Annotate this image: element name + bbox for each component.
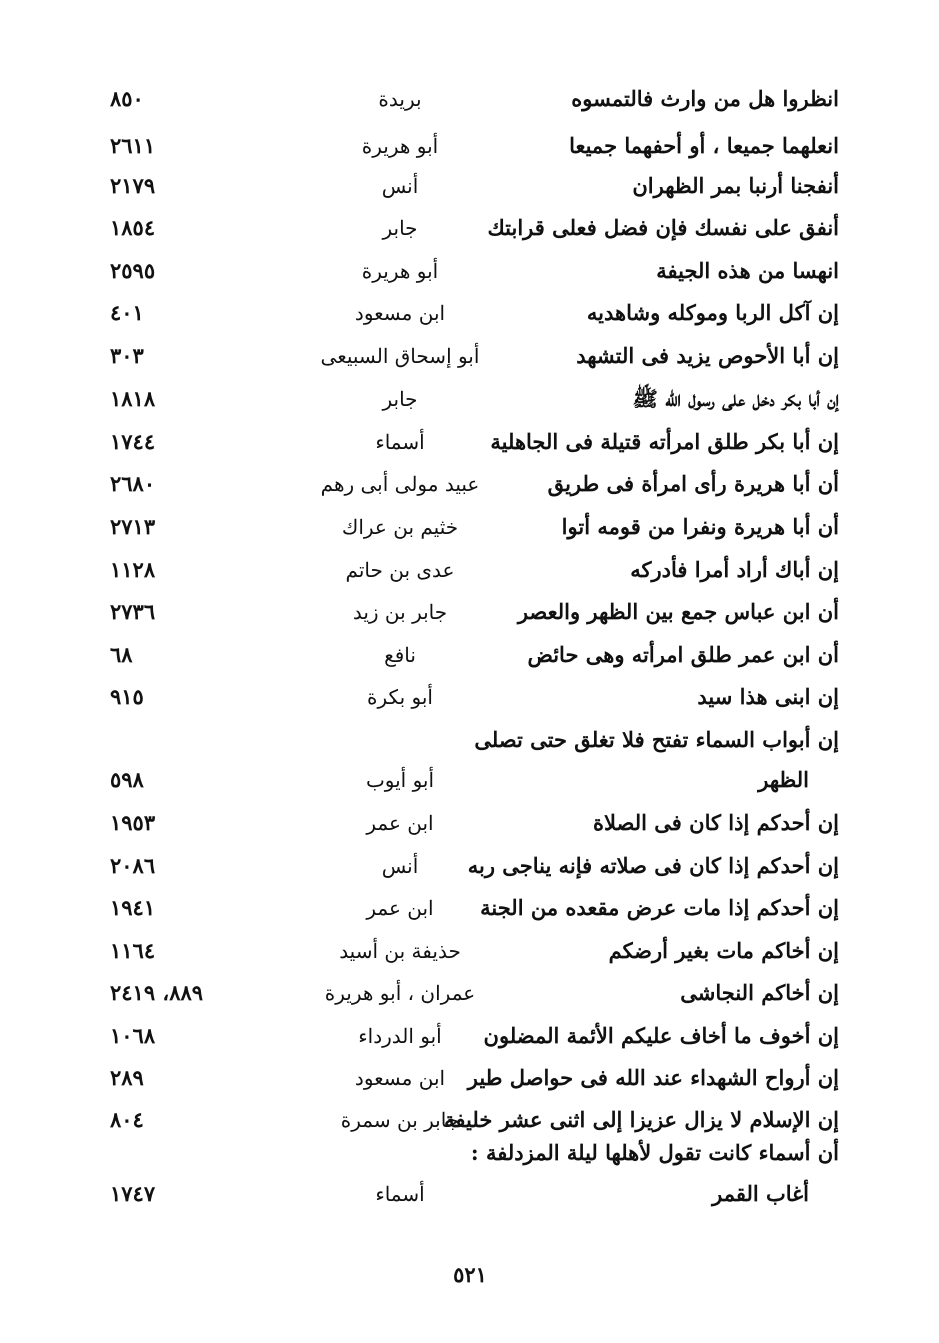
index-entry-row [0,506,939,548]
hadith-text: إن أباك أراد أمرا فأدركه [630,557,839,582]
narrator-name: أبو بكرة [367,685,433,709]
narrator-name: عبيد مولى أبى رهم [320,472,480,496]
index-entry-row [0,887,939,929]
narrator-name: ابن مسعود [354,301,446,325]
index-entry-row [0,1132,939,1174]
index-entry-row [0,421,939,463]
index-entry-row [0,250,939,292]
hadith-number: ١٩٤١ [110,895,156,920]
narrator-name: أنس [381,174,419,198]
index-entry-row [0,1057,939,1099]
hadith-number: ٢٧٣٦ [110,599,156,624]
narrator-name: جابر [382,387,418,411]
hadith-text: إن أحدكم إذا كان فى صلاته فإنه يناجى ربه [467,853,839,878]
hadith-text: إن أبا الأحوص يزيد فى التشهد [576,343,839,368]
narrator-name: أسماء [375,430,425,454]
index-entry-row [0,378,939,420]
hadith-number: ٢٦١١ [110,133,156,158]
hadith-text: إن الإسلام لا يزال عزيزا إلى اثنى عشر خليفة [444,1107,839,1132]
hadith-number: ٢٨٩ [110,1065,144,1090]
hadith-text: إن أبا بكر دخل على رسول الله ﷺ [632,386,839,411]
hadith-number: ٢١٧٩ [110,173,156,198]
index-entry-row [0,335,939,377]
narrator-name: جابر [382,216,418,240]
hadith-number: ٥٩٨ [110,767,144,792]
hadith-number: ٦٨ [110,642,133,667]
hadith-text: أن أسماء كانت تقول لأهلها ليلة المزدلفة : [470,1140,839,1165]
index-entry-row [0,463,939,505]
hadith-number: ١٨١٨ [110,386,156,411]
hadith-number: ٢٦٨٠ [110,471,156,496]
narrator-name: أسماء [375,1182,425,1206]
index-entry-row [0,802,939,844]
index-entry-row [0,676,939,718]
hadith-number: ١٨٥٤ [110,215,156,240]
index-entry-row [0,207,939,249]
narrator-name: ابن عمر [366,896,434,920]
hadith-text: أن أبا هريرة ونفرا من قومه أتوا [561,514,839,539]
hadith-text: إن أبا بكر طلق امرأته قتيلة فى الجاهلية [490,429,839,454]
hadith-text: أن ابن عمر طلق امرأته وهى حائض [527,642,839,667]
hadith-text: إن أرواح الشهداء عند الله فى حواصل طير [467,1065,839,1090]
narrator-name: عدى بن حاتم [345,558,455,582]
index-entry-row [0,634,939,676]
index-entry-row [0,845,939,887]
hadith-text: الظهر [758,767,809,792]
hadith-number: ٩١٥ [110,684,144,709]
hadith-text: أغاب القمر [712,1181,809,1206]
narrator-name: أبو إسحاق السبيعى [320,344,480,368]
index-entry-row [0,125,939,167]
index-entry-row [0,719,939,761]
narrator-name: أنس [381,854,419,878]
narrator-name: خثيم بن عراك [341,515,459,539]
narrator-name: بريدة [378,87,422,111]
hadith-number: ٤٠١ [110,300,144,325]
narrator-name: ابن عمر [366,811,434,835]
hadith-number: ٢٥٩٥ [110,258,156,283]
hadith-text: أن ابن عباس جمع بين الظهر والعصر [517,599,839,624]
hadith-text: إن أخاكم النجاشى [680,980,839,1005]
hadith-number: ١٠٦٨ [110,1023,156,1048]
index-entry-row [0,1015,939,1057]
hadith-text: إن أحدكم إذا مات عرض مقعده من الجنة [480,895,839,920]
hadith-text: أنفق على نفسك فإن فضل فعلى قرابتك [487,215,839,240]
hadith-text: انظروا هل من وارث فالتمسوه [571,86,839,111]
hadith-number: ٨٨٩، ٢٤١٩ [110,980,204,1005]
hadith-number: ٨٥٠ [110,86,144,111]
index-entry-row [0,591,939,633]
hadith-text: أن أبا هريرة رأى امرأة فى طريق [547,471,839,496]
narrator-name: أبو أيوب [365,768,435,792]
narrator-name: ابن مسعود [354,1066,446,1090]
hadith-number: ١١٢٨ [110,557,156,582]
narrator-name: جابر بن زيد [352,600,448,624]
hadith-text: إن آكل الربا وموكله وشاهديه [586,300,839,325]
hadith-text: إن أحدكم إذا كان فى الصلاة [593,810,839,835]
hadith-text: إن أخاكم مات بغير أرضكم [608,938,839,963]
narrator-name: أبو هريرة [361,134,439,158]
hadith-number: ٢٠٨٦ [110,853,156,878]
hadith-text: إن أخوف ما أخاف عليكم الأئمة المضلون [483,1023,839,1048]
hadith-text: انهسا من هذه الجيفة [656,258,839,283]
hadith-number: ٨٠٤ [110,1107,144,1132]
hadith-number: ١٧٤٤ [110,429,156,454]
index-entry-row [0,1173,939,1215]
hadith-number: ٣٠٣ [110,343,144,368]
hadith-number: ١٩٥٣ [110,810,156,835]
hadith-text: إن ابنى هذا سيد [697,684,839,709]
index-entry-row [0,549,939,591]
hadith-number: ١٧٤٧ [110,1181,156,1206]
hadith-text: انعلهما جميعا ، أو أحفهما جميعا [569,133,839,158]
hadith-text: أنفجنا أرنبا بمر الظهران [632,173,839,198]
index-entry-row [0,930,939,972]
narrator-name: أبو الدرداء [358,1024,442,1048]
index-entry-row [0,165,939,207]
page-number: ٥٢١ [453,1262,487,1287]
narrator-name: أبو هريرة [361,259,439,283]
hadith-number: ١١٦٤ [110,938,156,963]
narrator-name: نافع [384,643,416,667]
index-entry-row [0,972,939,1014]
narrator-name: عمران ، أبو هريرة [324,981,476,1005]
index-entry-row [0,78,939,120]
narrator-name: جابر بن سمرة [340,1108,460,1132]
hadith-number: ٢٧١٣ [110,514,156,539]
hadith-text: إن أبواب السماء تفتح فلا تغلق حتى تصلى [474,727,839,752]
index-entry-row [0,759,939,801]
narrator-name: حذيفة بن أسيد [339,939,461,963]
index-entry-row [0,292,939,334]
